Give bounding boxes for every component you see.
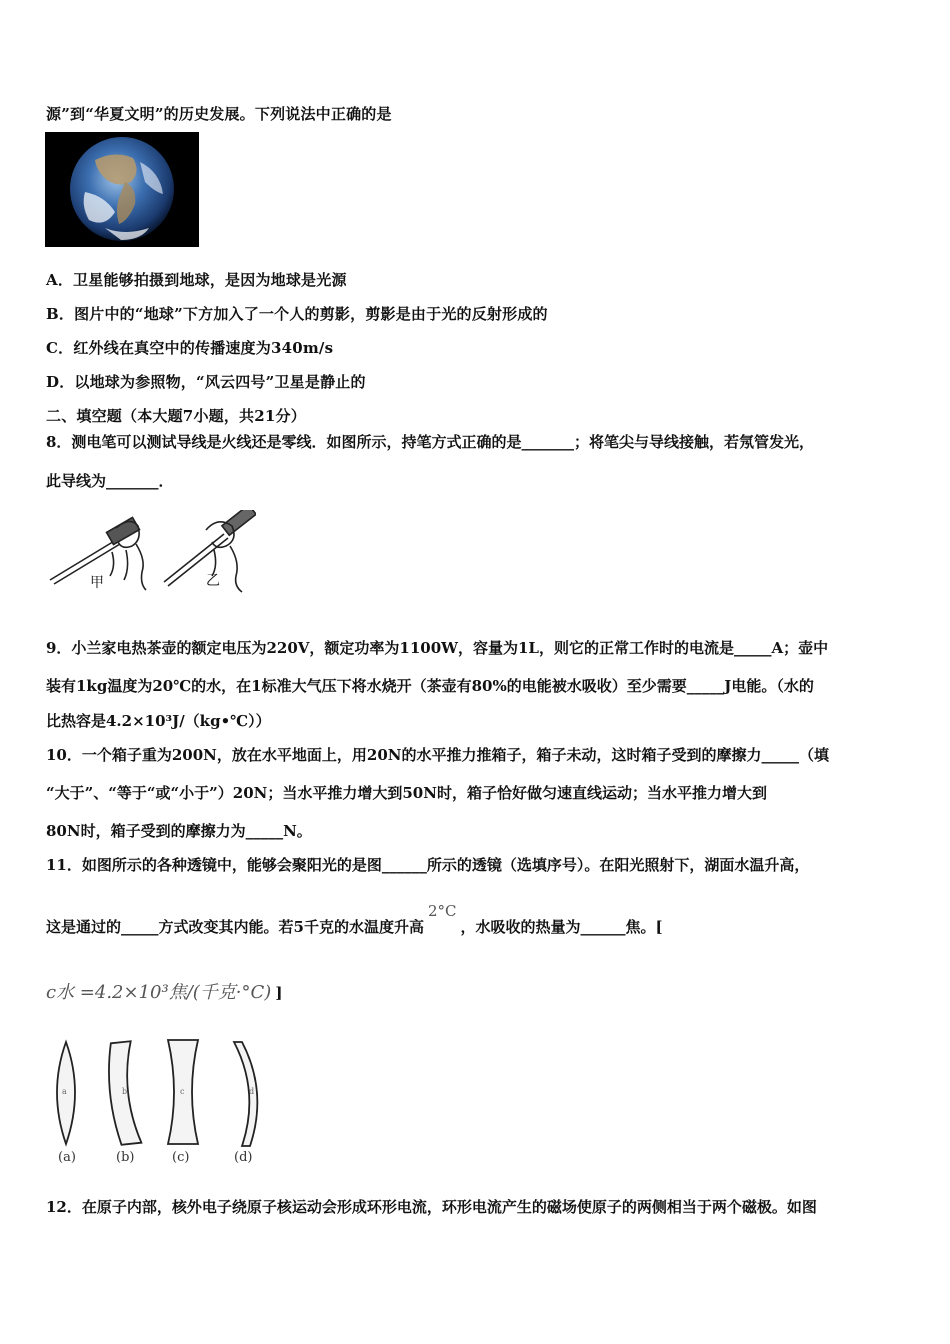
earth-image	[45, 132, 199, 247]
svg-text:b: b	[122, 1087, 128, 1096]
q8-line-1: 8．测电笔可以测试导线是火线还是零线．如图所示，持笔方式正确的是_______；将笔尖与导线接触，若氖管发光，	[46, 433, 814, 451]
section-heading: 二、填空题（本大题7小题，共21分）	[46, 407, 306, 425]
test-pen-hands-icon	[46, 510, 256, 596]
q7-option-c: C．红外线在真空中的传播速度为340m/s	[46, 339, 334, 357]
q7-option-b: B．图片中的“地球”下方加入了一个人的剪影，剪影是由于光的反射形成的	[46, 305, 548, 323]
q9-line-1: 9．小兰家电热茶壶的额定电压为220V，额定功率为1100W，容量为1L，则它的正常工作时的电流是_____A；壶中	[46, 639, 829, 657]
svg-text:c: c	[180, 1087, 185, 1096]
lens-label-d: (d)	[234, 1150, 253, 1165]
q11-line-2-part-a: 这是通过的_____方式改变其内能。若5千克的水温度升高	[46, 918, 424, 936]
lens-label-c: (c)	[172, 1150, 190, 1165]
q9-line-3: 比热容是4.2×10³J/（kg•℃））	[46, 712, 271, 730]
q10-line-3: 80N时，箱子受到的摩擦力为_____N。	[46, 822, 312, 840]
q11-line-1: 11．如图所示的各种透镜中，能够会聚阳光的是图______所示的透镜（选填序号）。在阳光照射下，湖面水温升高，	[46, 856, 810, 874]
lens-label-a: (a)	[58, 1150, 76, 1165]
q11-line-2	[46, 902, 663, 937]
q7-option-a: A．卫星能够拍摄到地球，是因为地球是光源	[46, 271, 347, 289]
q12-line-1: 12．在原子内部，核外电子绕原子核运动会形成环形电流，环形电流产生的磁场使原子的两侧相当于两个磁极。如图	[46, 1198, 817, 1216]
svg-text:a: a	[62, 1087, 67, 1096]
q7-stem-tail: 源”到“华夏文明”的历史发展。下列说法中正确的是	[46, 105, 392, 123]
temperature-rise: 2°C	[427, 902, 457, 920]
lens-label-b: (b)	[116, 1150, 135, 1165]
specific-heat-formula	[46, 978, 282, 1004]
q9-line-2: 装有1kg温度为20℃的水，在1标准大气压下将水烧开（茶壶有80%的电能被水吸收）至少需要_____J电能。（水的	[46, 677, 814, 695]
earth-globe-icon	[45, 132, 199, 247]
test-pen-figure	[46, 510, 256, 596]
lenses-icon	[46, 1036, 272, 1152]
q10-line-2: “大于”、“等于“或“小于”）20N；当水平推力增大到50N时，箱子恰好做匀速直线运动；当水平推力增大到	[46, 784, 767, 802]
formula-bracket: ]	[275, 984, 283, 1002]
q8-line-2: 此导线为_______．	[46, 472, 174, 490]
q7-option-d: D．以地球为参照物，“风云四号”卫星是静止的	[46, 373, 366, 391]
lens-figure	[46, 1036, 272, 1170]
figure-label-yi: 乙	[206, 573, 220, 589]
q11-line-2-part-b: ，水吸收的热量为______焦。[	[460, 918, 663, 936]
formula-text: c水 =4.2×10³焦/(千克·°C)	[46, 982, 272, 1003]
figure-label-jia: 甲	[90, 575, 104, 591]
q10-line-1: 10．一个箱子重为200N，放在水平地面上，用20N的水平推力推箱子，箱子未动，这时箱子受到的摩擦力_____（填	[46, 746, 829, 764]
svg-text:d: d	[249, 1087, 255, 1096]
